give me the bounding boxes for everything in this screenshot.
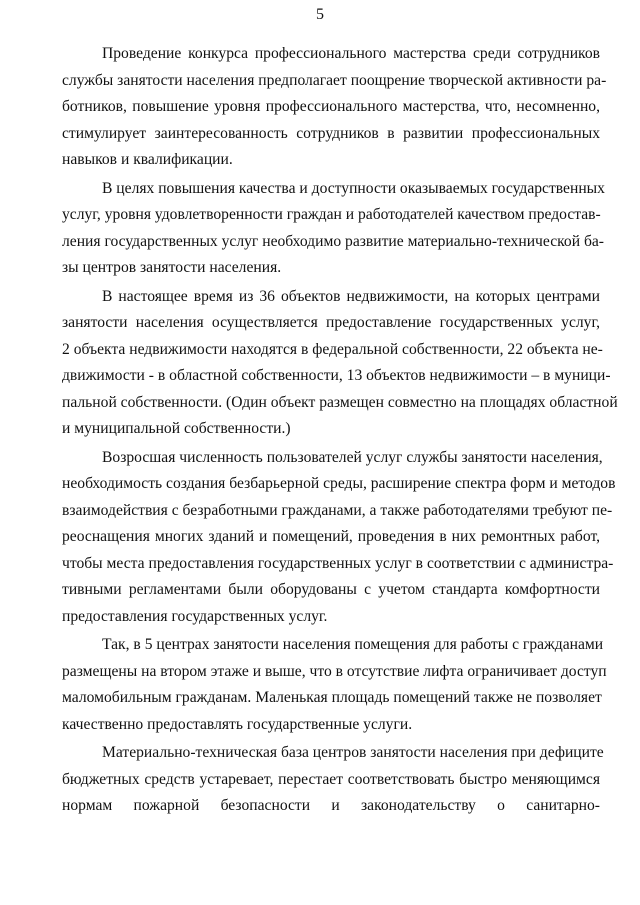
body-text [62,41,618,820]
text-line: Возросшая численность пользователей услуг службы занятости населения, [102,448,603,466]
text-line: чтобы места предоставления государственных услуг в соответствии с администра- [62,554,614,572]
text-line: и муниципальной собственности.) [62,420,291,437]
paragraph-material-base [62,740,604,820]
paragraph-quality [62,176,605,282]
text-line: В настоящее время из 36 объектов недвижимости, на которых центрами [102,287,600,305]
text-line: 2 объекта недвижимости находятся в федеральной собственности, 22 объекта не- [62,340,603,358]
page-number: 5 [316,6,324,23]
text-line: необходимость создания безбарьерной среды, расширение спектра форм и методов [62,475,616,492]
text-line: занятости населения осуществляется предоставление государственных услуг, [62,314,600,331]
paragraph-users [62,445,616,631]
text-line: В целях повышения качества и доступности оказываемых государственных [102,179,605,197]
text-line: предоставления государственных услуг. [62,607,328,625]
text-line: качественно предоставлять государственные услуги. [62,715,413,733]
text-line: услуг, уровня удовлетворенности граждан и работодателей качеством предостав- [62,206,601,223]
text-line: маломобильным гражданам. Маленькая площадь помещений также не позволяет [62,689,602,706]
paragraph-contest [62,41,607,174]
text-line: ботников, повышение уровня профессионального мастерства, что, несомненно, [62,98,600,115]
text-line: реоснащения многих зданий и помещений, проведения в них ремонтных работ, [62,528,600,545]
text-line: пальной собственности. (Один объект размещен совместно на площадях областной [62,393,618,411]
paragraph-real-estate [62,284,618,443]
text-line: тивными регламентами были оборудованы с учетом стандарта комфортности [62,581,600,598]
text-line: навыков и квалификации. [62,151,233,168]
text-line: размещены на втором этаже и выше, что в отсутствие лифта ограничивает доступ [62,662,607,680]
text-line: Проведение конкурса профессионального мастерства среди сотрудников [102,45,600,62]
text-line: движимости - в областной собственности, 13 объектов недвижимости – в муници- [62,367,611,384]
text-line: Так, в 5 центрах занятости населения помещения для работы с гражданами [102,636,604,653]
paragraph-centers [62,632,607,738]
text-line: нормам пожарной безопасности и законодательству о санитарно- [62,797,600,814]
text-line: Материально-техническая база центров занятости населения при дефиците [102,744,604,761]
text-line: службы занятости населения предполагает поощрение творческой активности ра- [62,71,607,89]
text-line: зы центров занятости населения. [62,259,282,276]
text-line: ления государственных услуг необходимо развитие материально-технической ба- [62,232,604,250]
text-line: взаимодействия с безработными гражданами, а также работодателями требуют пе- [62,501,613,519]
text-line: стимулирует заинтересованность сотрудников в развитии профессиональных [62,124,600,142]
text-line: бюджетных средств устаревает, перестает соответствовать быстро меняющимся [62,770,600,788]
